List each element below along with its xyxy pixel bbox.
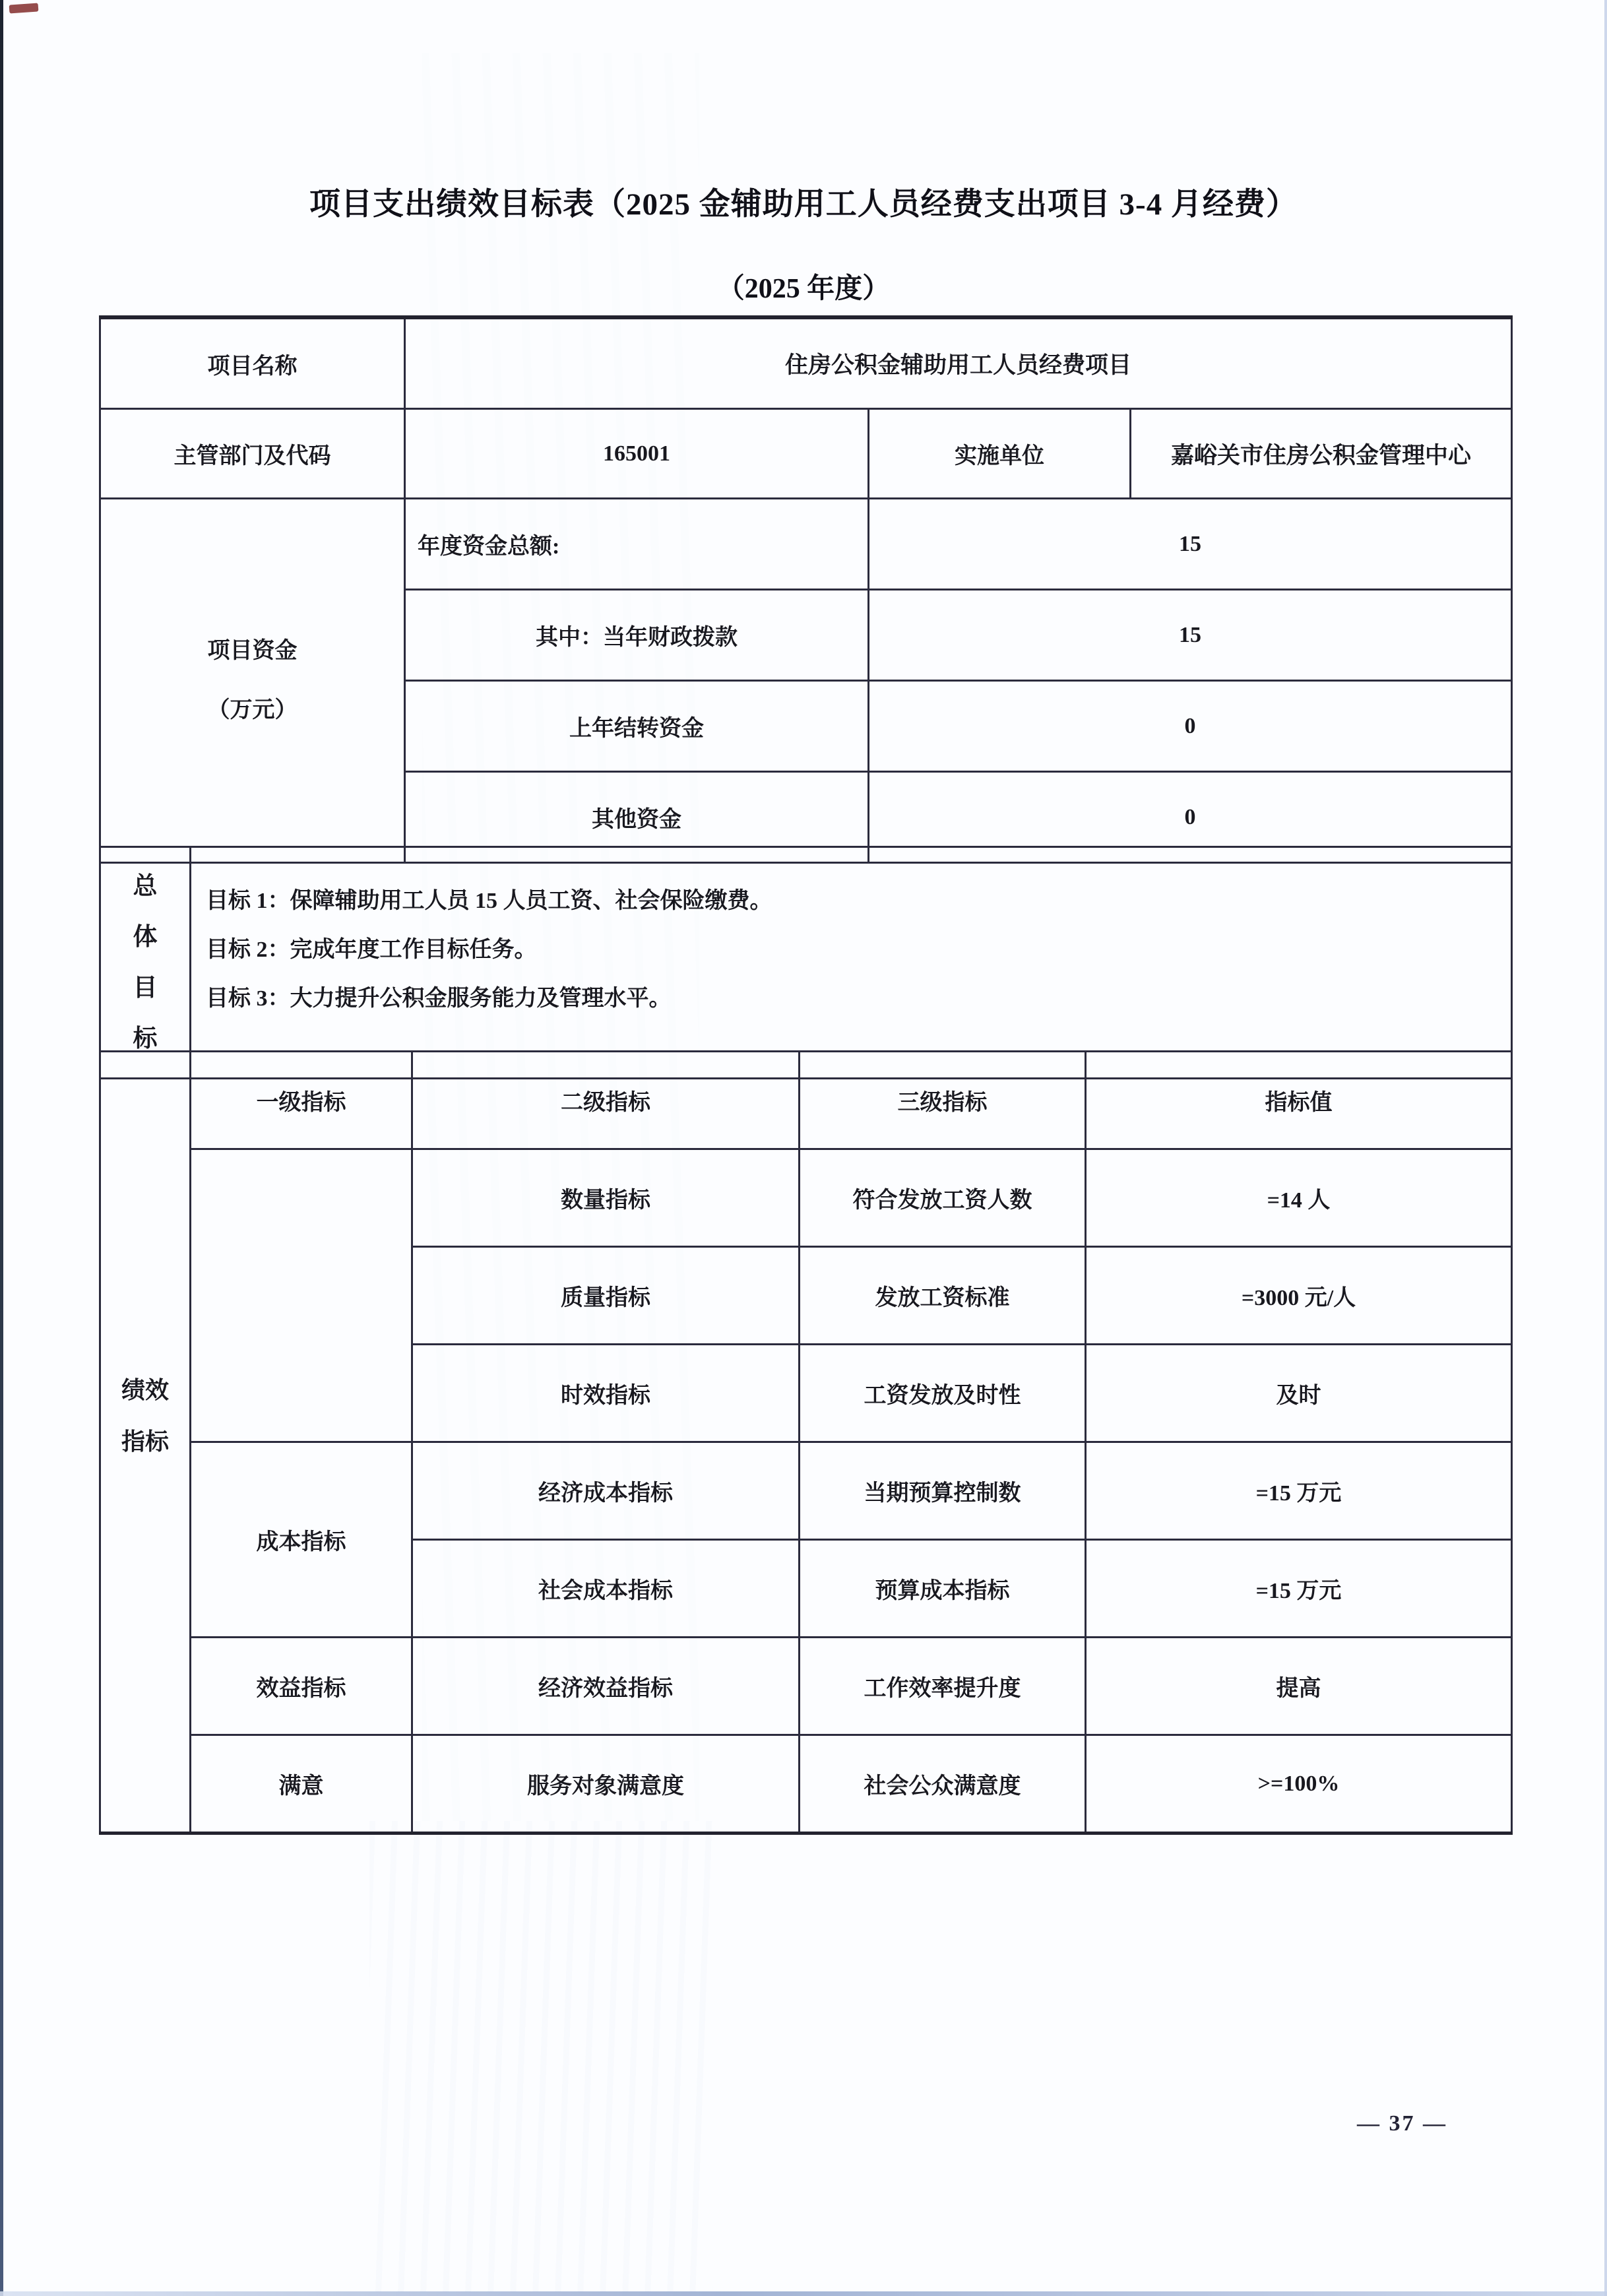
indicator-level3-cell: 预算成本指标 xyxy=(800,1540,1086,1638)
indicator-level2-cell: 数量指标 xyxy=(412,1149,800,1247)
dept-code-cell: 165001 xyxy=(405,409,869,499)
goal-line-1: 目标 1：保障辅助用工人员 15 人员工资、社会保险缴费。 xyxy=(206,889,772,913)
indicator-value-cell: >=100% xyxy=(1086,1735,1512,1834)
indicator-level1-cell-benefit: 效益指标 xyxy=(191,1638,412,1735)
funds-row-label: 其中：当年财政拨款 xyxy=(405,590,869,681)
project-name-value-cell: 住房公积金辅助用工人员经费项目 xyxy=(405,317,1512,409)
indicators-side-label-line2: 指标 xyxy=(121,1428,169,1455)
indicator-value-cell: =15 万元 xyxy=(1086,1442,1512,1540)
funds-row-label: 年度资金总额: xyxy=(405,499,869,590)
impl-unit-value-cell: 嘉峪关市住房公积金管理中心 xyxy=(1131,409,1512,499)
page-title: 项目支出绩效目标表（2025 金辅助用工人员经费支出项目 3-4 月经费） xyxy=(309,187,1298,222)
indicator-level3-cell: 社会公众满意度 xyxy=(800,1735,1086,1834)
indicator-header-level2: 二级指标 xyxy=(412,1052,800,1149)
indicator-level3-cell: 发放工资标准 xyxy=(800,1247,1086,1345)
overall-goals-char: 总 xyxy=(133,873,158,900)
indicator-level1-cell-cost: 成本指标 xyxy=(191,1442,412,1638)
indicator-level3-cell: 符合发放工资人数 xyxy=(800,1149,1086,1247)
indicators-table xyxy=(99,1050,1513,1835)
indicator-value-cell: =15 万元 xyxy=(1086,1540,1512,1638)
indicator-level2-cell: 时效指标 xyxy=(412,1345,800,1442)
overall-goals-content-cell xyxy=(191,847,1512,1079)
indicator-value-cell: =3000 元/人 xyxy=(1086,1247,1512,1345)
funds-row-label: 其他资金 xyxy=(405,772,869,863)
funds-header-cell xyxy=(100,499,405,863)
funds-row-value: 15 xyxy=(869,499,1512,590)
indicator-value-cell: 提高 xyxy=(1086,1638,1512,1735)
page-subtitle: （2025 年度） xyxy=(716,274,891,304)
project-info-table xyxy=(99,315,1513,864)
indicator-level2-cell: 服务对象满意度 xyxy=(412,1735,800,1834)
indicator-level3-cell: 工资发放及时性 xyxy=(800,1345,1086,1442)
funds-row-value: 0 xyxy=(869,772,1512,863)
scan-edge-right xyxy=(1604,0,1607,2296)
funds-row-label: 上年结转资金 xyxy=(405,681,869,772)
indicator-header-level3: 三级指标 xyxy=(800,1052,1086,1149)
project-name-label-cell: 项目名称 xyxy=(100,317,405,409)
funds-row-value: 15 xyxy=(869,590,1512,681)
scan-streaks xyxy=(369,1821,712,2292)
overall-goals-label-cell xyxy=(100,847,191,1079)
overall-goals-table xyxy=(99,846,1513,1079)
overall-goals-char: 标 xyxy=(133,1025,158,1052)
overall-goals-char: 目 xyxy=(133,974,158,1002)
goal-line-3: 目标 3：大力提升公积金服务能力及管理水平。 xyxy=(206,986,672,1011)
indicator-level1-cell-satisfaction: 满意 xyxy=(191,1735,412,1834)
dept-label-cell: 主管部门及代码 xyxy=(100,409,405,499)
indicator-value-cell: 及时 xyxy=(1086,1345,1512,1442)
indicator-level3-cell: 当期预算控制数 xyxy=(800,1442,1086,1540)
scan-corner-mark xyxy=(9,3,39,13)
indicator-header-value: 指标值 xyxy=(1086,1052,1512,1149)
goal-line-2: 目标 2：完成年度工作目标任务。 xyxy=(206,938,537,962)
indicators-side-label-line1: 绩效 xyxy=(121,1376,169,1403)
indicator-level1-cell-empty xyxy=(191,1149,412,1442)
impl-unit-label-cell: 实施单位 xyxy=(869,409,1131,499)
scan-edge-bottom xyxy=(0,2291,1607,2296)
indicator-header-level1: 一级指标 xyxy=(191,1052,412,1149)
indicator-level2-cell: 质量指标 xyxy=(412,1247,800,1345)
funds-row-value: 0 xyxy=(869,681,1512,772)
funds-header-line2: （万元） xyxy=(207,697,298,722)
page-number: — 37 — xyxy=(1357,2111,1447,2136)
indicators-side-label-cell xyxy=(100,1052,191,1834)
indicator-level2-cell: 社会成本指标 xyxy=(412,1540,800,1638)
scan-edge-left xyxy=(0,0,3,2296)
indicator-level3-cell: 工作效率提升度 xyxy=(800,1638,1086,1735)
funds-header-line1: 项目资金 xyxy=(207,639,298,664)
indicator-value-cell: =14 人 xyxy=(1086,1149,1512,1247)
indicator-level2-cell: 经济成本指标 xyxy=(412,1442,800,1540)
indicator-level2-cell: 经济效益指标 xyxy=(412,1638,800,1735)
overall-goals-char: 体 xyxy=(133,924,158,951)
